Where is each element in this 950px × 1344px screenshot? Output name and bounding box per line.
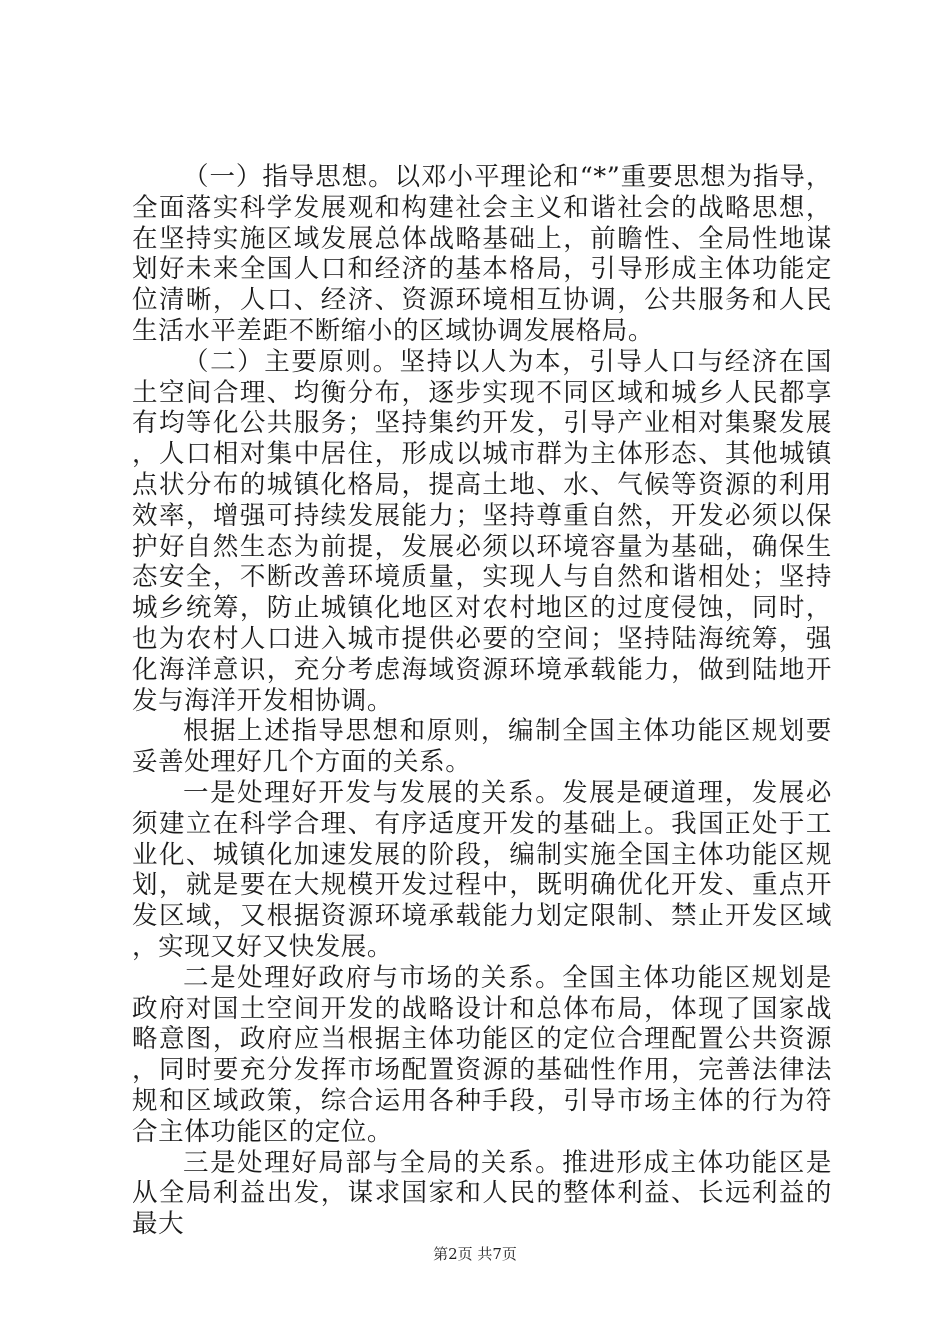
paragraph-development-relationship: 一是处理好开发与发展的关系。发展是硬道理，发展必须建立在科学合理、有序适度开发的基础上。我国正处于工业化、城镇化加速发展的阶段，编制实施全国主体功能区规划，就是要在大规模开发过程中，既明确优化开发、重点开发区域，又根据资源环境承载能力划定限制、禁止开发区域，实现又好又快发展。 <box>132 777 832 962</box>
body-text <box>132 162 832 1240</box>
paragraph-government-market-relationship: 二是处理好政府与市场的关系。全国主体功能区规划是政府对国土空间开发的战略设计和总体布局，体现了国家战略意图，政府应当根据主体功能区的定位合理配置公共资源，同时要充分发挥市场配置资源的基础性作用，完善法律法规和区域政策，综合运用各种手段，引导市场主体的行为符合主体功能区的定位。 <box>132 962 832 1147</box>
paragraph-guiding-ideology: （一）指导思想。以邓小平理论和“*”重要思想为指导，全面落实科学发展观和构建社会主义和谐社会的战略思想，在坚持实施区域发展总体战略基础上，前瞻性、全局性地谋划好未来全国人口和经济的基本格局，引导形成主体功能定位清晰，人口、经济、资源环境相互协调，公共服务和人民生活水平差距不断缩小的区域协调发展格局。 <box>132 162 832 346</box>
page-number-footer: 第2页 共7页 <box>433 1245 517 1263</box>
paragraph-local-global-relationship: 三是处理好局部与全局的关系。推进形成主体功能区是从全局利益出发，谋求国家和人民的整体利益、长远利益的最大 <box>132 1147 832 1240</box>
paragraph-main-principles: （二）主要原则。坚持以人为本，引导人口与经济在国土空间合理、均衡分布，逐步实现不同区域和城乡人民都享有均等化公共服务；坚持集约开发，引导产业相对集聚发展，人口相对集中居住，形成以城市群为主体形态、其他城镇点状分布的城镇化格局，提高土地、水、气候等资源的利用效率，增强可持续发展能力；坚持尊重自然，开发必须以保护好自然生态为前提，发展必须以环境容量为基础，确保生态安全，不断改善环境质量，实现人与自然和谐相处；坚持城乡统筹，防止城镇化地区对农村地区的过度侵蚀，同时，也为农村人口进入城市提供必要的空间；坚持陆海统筹，强化海洋意识，充分考虑海域资源环境承载能力，做到陆地开发与海洋开发相协调。 <box>132 346 832 716</box>
paragraph-relationships-intro: 根据上述指导思想和原则，编制全国主体功能区规划要妥善处理好几个方面的关系。 <box>132 716 832 778</box>
